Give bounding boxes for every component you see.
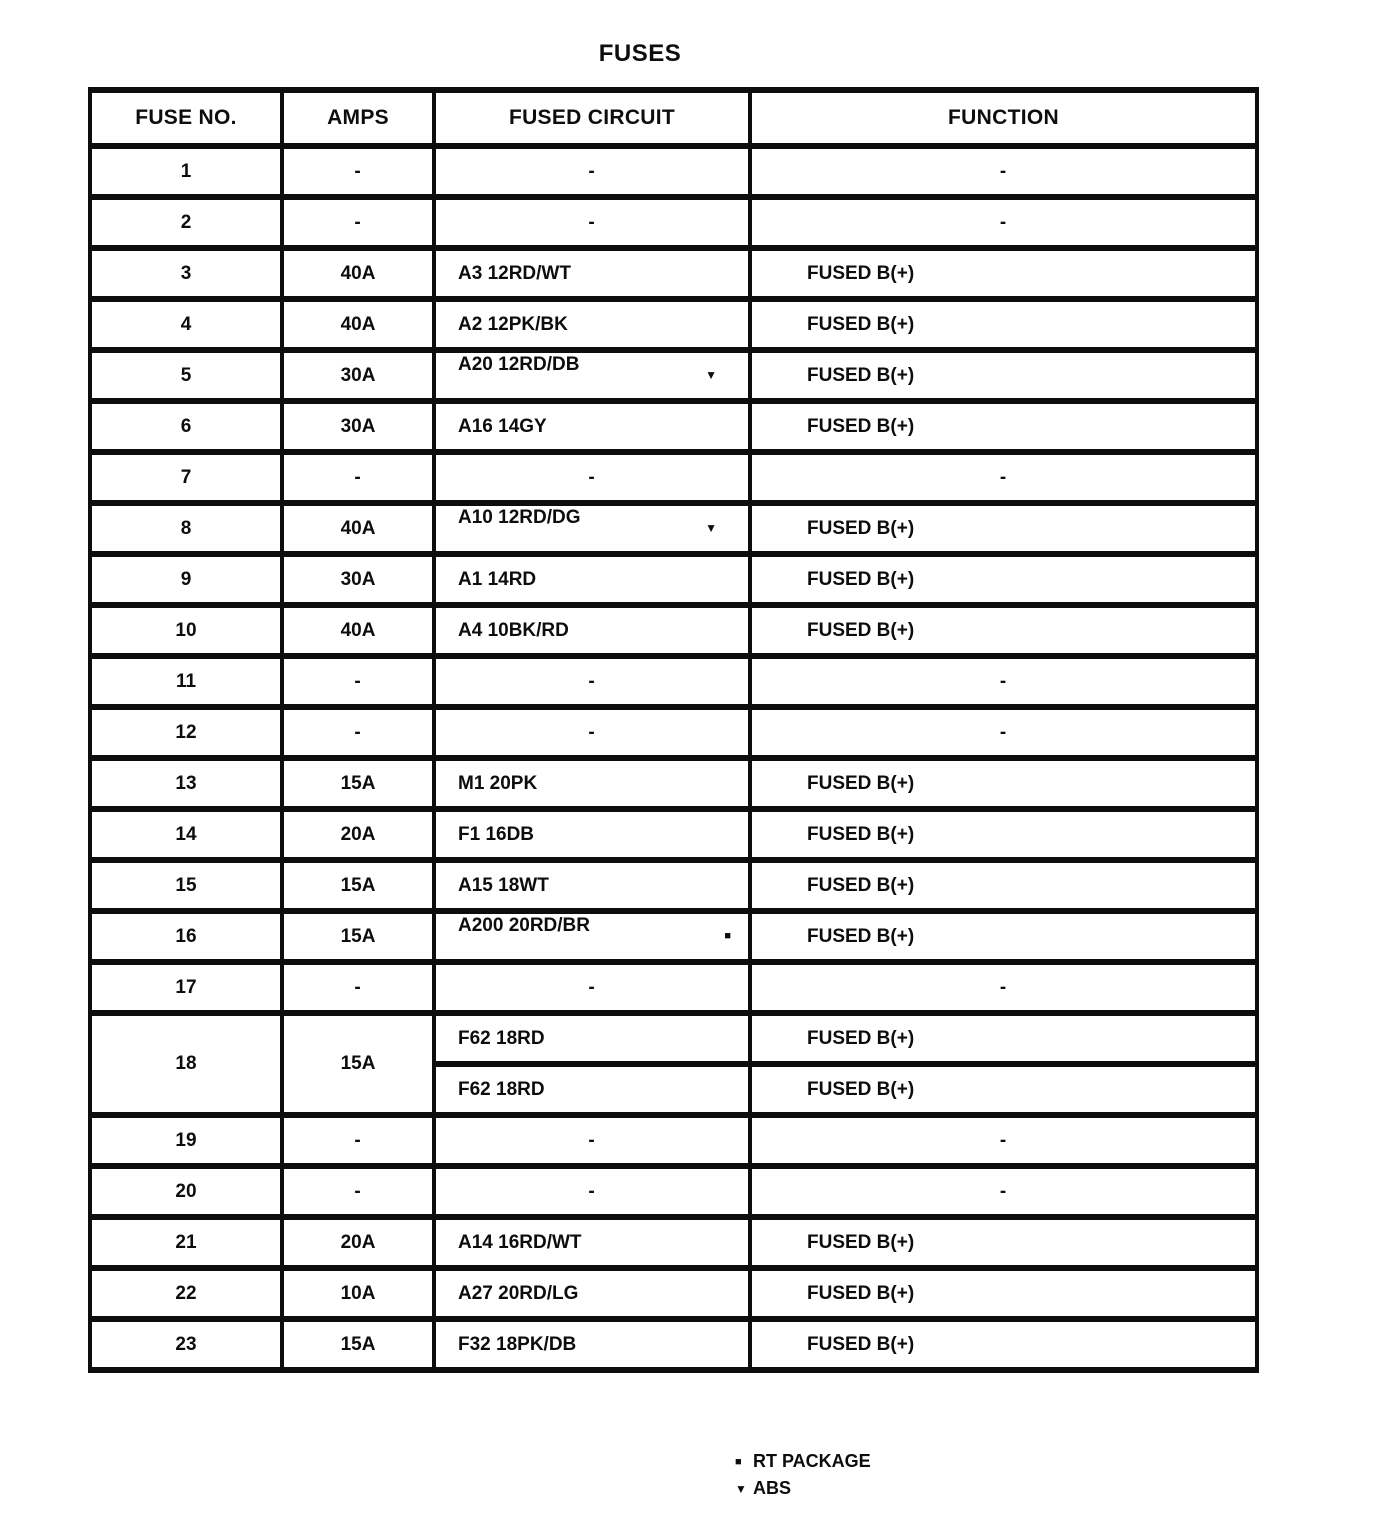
fuse-no-cell: 21: [90, 1217, 282, 1268]
legend-item-abs: [735, 1475, 871, 1502]
fuse-no-cell: 20: [90, 1166, 282, 1217]
circuit-cell: A1 14RD: [434, 554, 750, 605]
fuse-no-cell: 7: [90, 452, 282, 503]
fuse-no-cell: 6: [90, 401, 282, 452]
amps-cell: 30A: [282, 554, 434, 605]
function-cell: -: [750, 452, 1257, 503]
table-row: [90, 911, 1257, 962]
amps-cell: 30A: [282, 401, 434, 452]
circuit-cell: F62 18RD: [434, 1013, 750, 1064]
fuse-no-cell: 8: [90, 503, 282, 554]
fuse-no-cell: 4: [90, 299, 282, 350]
abs-triangle-icon: ▼: [735, 1481, 747, 1496]
function-cell: -: [750, 197, 1257, 248]
function-cell: FUSED B(+): [750, 299, 1257, 350]
function-cell: FUSED B(+): [750, 758, 1257, 809]
abs-marker-icon: ▼: [705, 521, 717, 535]
amps-cell: 15A: [282, 911, 434, 962]
fuse-no-cell: 2: [90, 197, 282, 248]
table-row: [90, 1115, 1257, 1166]
table-row: [90, 401, 1257, 452]
amps-cell: 40A: [282, 503, 434, 554]
amps-cell: 15A: [282, 1013, 434, 1115]
circuit-cell: A27 20RD/LG: [434, 1268, 750, 1319]
table-row: [90, 656, 1257, 707]
function-cell: FUSED B(+): [750, 401, 1257, 452]
circuit-cell: A15 18WT: [434, 860, 750, 911]
column-header-fused-circuit: FUSED CIRCUIT: [434, 90, 750, 146]
table-row: [90, 146, 1257, 197]
table-row: [90, 758, 1257, 809]
fuse-no-cell: 5: [90, 350, 282, 401]
circuit-cell: A16 14GY: [434, 401, 750, 452]
function-cell: FUSED B(+): [750, 809, 1257, 860]
function-cell: FUSED B(+): [750, 1064, 1257, 1115]
circuit-cell: -: [434, 656, 750, 707]
function-cell: FUSED B(+): [750, 860, 1257, 911]
fuse-no-cell: 22: [90, 1268, 282, 1319]
amps-cell: -: [282, 1166, 434, 1217]
amps-cell: 40A: [282, 299, 434, 350]
circuit-cell: F1 16DB: [434, 809, 750, 860]
circuit-cell: -: [434, 452, 750, 503]
fuse-no-cell: 16: [90, 911, 282, 962]
table-row: [90, 248, 1257, 299]
amps-cell: 40A: [282, 248, 434, 299]
function-cell: -: [750, 146, 1257, 197]
function-cell: FUSED B(+): [750, 1319, 1257, 1370]
fuse-no-cell: 9: [90, 554, 282, 605]
table-row: [90, 1013, 1257, 1064]
legend-label-rt-package: RT PACKAGE: [753, 1451, 871, 1471]
rt-package-square-icon: ■: [735, 1455, 742, 1468]
column-header-function: FUNCTION: [750, 90, 1257, 146]
amps-cell: 15A: [282, 1319, 434, 1370]
circuit-text: A10 12RD/DG: [458, 507, 581, 528]
table-row: [90, 197, 1257, 248]
function-cell: -: [750, 1115, 1257, 1166]
circuit-cell: [434, 911, 750, 962]
function-cell: FUSED B(+): [750, 248, 1257, 299]
legend-label-abs: ABS: [753, 1478, 792, 1498]
function-cell: -: [750, 707, 1257, 758]
circuit-cell: [434, 350, 750, 401]
circuit-cell: -: [434, 197, 750, 248]
table-row: [90, 350, 1257, 401]
table-row: [90, 299, 1257, 350]
fuse-no-cell: 19: [90, 1115, 282, 1166]
table-row: [90, 1166, 1257, 1217]
fuse-no-cell: 13: [90, 758, 282, 809]
amps-cell: -: [282, 656, 434, 707]
amps-cell: -: [282, 707, 434, 758]
function-cell: -: [750, 1166, 1257, 1217]
circuit-cell: F62 18RD: [434, 1064, 750, 1115]
legend: [735, 1448, 871, 1502]
fuse-no-cell: 3: [90, 248, 282, 299]
fuse-no-cell: 1: [90, 146, 282, 197]
function-cell: FUSED B(+): [750, 1013, 1257, 1064]
function-cell: FUSED B(+): [750, 503, 1257, 554]
rt-package-marker-icon: ■: [724, 930, 731, 942]
table-row: [90, 707, 1257, 758]
table-row: [90, 554, 1257, 605]
table-row: [90, 962, 1257, 1013]
table-row: [90, 809, 1257, 860]
amps-cell: 10A: [282, 1268, 434, 1319]
amps-cell: -: [282, 146, 434, 197]
circuit-cell: -: [434, 1166, 750, 1217]
column-header-fuse-no: FUSE NO.: [90, 90, 282, 146]
circuit-cell: M1 20PK: [434, 758, 750, 809]
circuit-cell: A3 12RD/WT: [434, 248, 750, 299]
fuse-no-cell: 10: [90, 605, 282, 656]
legend-item-rt-package: [735, 1448, 871, 1475]
circuit-cell: A2 12PK/BK: [434, 299, 750, 350]
fuse-no-cell: 15: [90, 860, 282, 911]
table-row: [90, 605, 1257, 656]
amps-cell: 20A: [282, 1217, 434, 1268]
amps-cell: 30A: [282, 350, 434, 401]
table-row: [90, 452, 1257, 503]
function-cell: -: [750, 962, 1257, 1013]
abs-marker-icon: ▼: [705, 368, 717, 382]
function-cell: FUSED B(+): [750, 554, 1257, 605]
fuses-table: [88, 87, 1259, 1373]
header-row: [90, 90, 1257, 146]
page-title: FUSES: [598, 40, 682, 67]
amps-cell: 20A: [282, 809, 434, 860]
amps-cell: 15A: [282, 860, 434, 911]
circuit-cell: F32 18PK/DB: [434, 1319, 750, 1370]
table-row: [90, 503, 1257, 554]
circuit-cell: A14 16RD/WT: [434, 1217, 750, 1268]
amps-cell: 40A: [282, 605, 434, 656]
amps-cell: -: [282, 197, 434, 248]
circuit-text: A200 20RD/BR: [458, 915, 590, 936]
circuit-cell: -: [434, 1115, 750, 1166]
table-row: [90, 1268, 1257, 1319]
table-row: [90, 1217, 1257, 1268]
table-row: [90, 860, 1257, 911]
amps-cell: -: [282, 1115, 434, 1166]
amps-cell: -: [282, 962, 434, 1013]
function-cell: FUSED B(+): [750, 1268, 1257, 1319]
fuse-no-cell: 12: [90, 707, 282, 758]
function-cell: -: [750, 656, 1257, 707]
circuit-cell: -: [434, 146, 750, 197]
table-row: [90, 1319, 1257, 1370]
column-header-amps: AMPS: [282, 90, 434, 146]
function-cell: FUSED B(+): [750, 605, 1257, 656]
fuse-no-cell: 17: [90, 962, 282, 1013]
function-cell: FUSED B(+): [750, 911, 1257, 962]
circuit-cell: [434, 503, 750, 554]
circuit-cell: -: [434, 962, 750, 1013]
fuse-no-cell: 11: [90, 656, 282, 707]
amps-cell: -: [282, 452, 434, 503]
circuit-cell: -: [434, 707, 750, 758]
function-cell: FUSED B(+): [750, 1217, 1257, 1268]
fuse-no-cell: 14: [90, 809, 282, 860]
fuse-no-cell: 23: [90, 1319, 282, 1370]
fuse-no-cell: 18: [90, 1013, 282, 1115]
amps-cell: 15A: [282, 758, 434, 809]
function-cell: FUSED B(+): [750, 350, 1257, 401]
circuit-text: A20 12RD/DB: [458, 354, 580, 375]
circuit-cell: A4 10BK/RD: [434, 605, 750, 656]
